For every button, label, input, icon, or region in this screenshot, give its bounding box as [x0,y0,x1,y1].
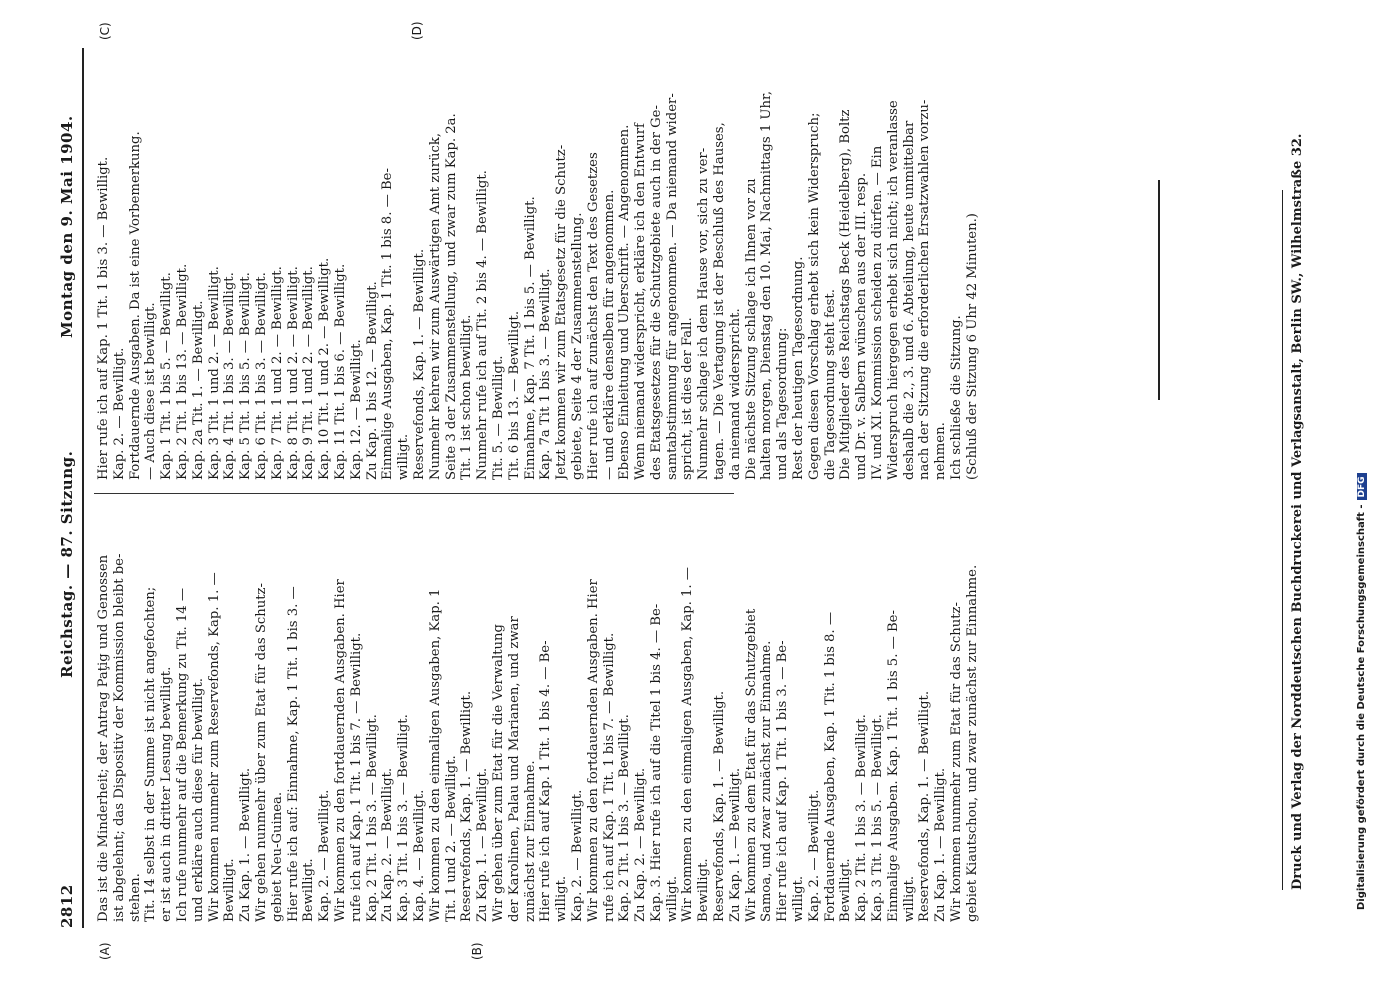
text-line: Wir gehen über zum Etat für die Verwaltung [490,624,506,922]
text-line: Kap. 4. — Bewilligt. [411,789,427,922]
page-number: 2812 [58,884,76,928]
text-line: Kap. 11 Tit. 1 bis 6. — Bewilligt. [332,263,348,480]
text-line: Zu Kap. 1. — Bewilligt. [238,767,254,922]
text-line: Bewilligt. [838,858,854,922]
text-line: rufe ich auf Kap. 1 Tit. 1 bis 7. — Bewilligt. [348,632,364,922]
text-line: Zu Kap. 1. — Bewilligt. [475,767,491,922]
text-line: der Karolinen, Palau und Marianen, und zwar [506,616,522,922]
text-line: und Dr. v. Salbern wünschen aus der III. resp. [854,172,870,480]
text-line: — und erkläre denselben für angenommen. [601,189,617,480]
text-line: Reservefonds, Kap. 1. — Bewilligt. [917,690,933,922]
text-line: Tit. 14 selbst in der Summe ist nicht angefochten; [143,586,159,922]
text-line: ist abgelehnt; das Dispositiv der Kommission bleibt be- [111,553,127,922]
text-line: Kap. 5 Tit. 1 bis 5. — Bewilligt. [238,272,254,480]
text-line: Zu Kap. 1. — Bewilligt. [727,767,743,922]
text-line: Bewilligt. [696,858,712,922]
digitization-credit [1356,10,1367,910]
text-line: gebiete, Seite 4 der Zusammenstellung. [569,212,585,480]
text-line: die Tagesordnung steht fest. [822,289,838,480]
right-column [96,60,981,480]
text-line: Nunmehr schlage ich dem Hause vor, sich zu ver- [696,147,712,480]
text-line: Wir kommen nunmehr zum Reservefonds, Kap. 1. — [206,572,222,922]
text-line: Kap. 9 Tit. 1 und 2. — Bewilligt. [301,266,317,480]
text-line: spricht, ist dies der Fall. [680,317,696,480]
text-line: da niemand widerspricht. [727,308,743,480]
text-line: Hier rufe ich auf Kap. 1 Tit. 1 bis 3. — Bewilligt. [96,156,111,480]
text-line: Reservefonds, Kap. 1. — Bewilligt. [712,690,728,922]
text-line: Wir kommen zu dem Etat für das Schutzgebiet [743,608,759,922]
text-line: Bewilligt. [222,858,238,922]
dfg-logo: DFG [1357,473,1367,500]
credit-text: Digitalisierung gefördert durch die Deutsche Forschungsgemeinschaft - [1356,504,1367,910]
text-line: stehen. [127,873,143,922]
text-line: Tit. 6 bis 13. — Bewilligt. [506,310,522,480]
left-column [96,502,981,922]
text-line: Kap. 3 Tit. 1 bis 5. — Bewilligt. [870,714,886,922]
session-date: Montag den 9. Mai 1904. [58,115,76,338]
text-line: nach der Sitzung die erforderlichen Ersatzwahlen vorzu- [917,99,933,480]
text-line: er ist auch in dritter Lesung bewilligt. [159,666,175,922]
text-line: Hier rufe ich auf Kap. 1 Tit. 1 bis 4. — Be- [538,640,554,922]
margin-marker-d: (D) [410,21,424,40]
text-line: Kap. 2. — Bewilligt. [317,789,333,922]
text-line: rufe ich auf Kap. 1 Tit. 1 bis 7. — Bewilligt. [601,632,617,922]
text-line: Kap. 2a Tit. 1. — Bewilligt. [190,300,206,480]
text-line: Zu Kap. 1 bis 12. — Bewilligt. [364,281,380,480]
text-line: Einmalige Ausgaben. Kap. 1 Tit. 1 bis 5. — Be- [885,610,901,922]
text-line: Hier rufe ich auf zunächst den Text des Gesetzes [585,152,601,480]
text-line: willigt. [791,875,807,922]
text-line: Die Mitglieder des Reichstags Beck (Heidelberg), Boltz [838,109,854,480]
text-line: Wir kommen zu den einmaligen Ausgaben, Kap. 1. — [680,567,696,922]
column-divider [94,493,734,494]
text-line: Kap. 2. — Bewilligt. [569,789,585,922]
text-line: und erkläre auch diese für bewilligt. [190,678,206,922]
text-line: willigt. [901,875,917,922]
text-line: Fortdauernde Ausgaben, Kap. 1 Tit. 1 bis 8. — [822,611,838,922]
text-line: Kap. 3 Tit. 1 bis 3. — Bewilligt. [396,714,412,922]
text-line: zunächst zur Einnahme. [522,760,538,922]
text-line: Samoa, und zwar zunächst zur Einnahme. [759,640,775,922]
text-line: Die nächste Sitzung schlage ich Ihnen vor zu [743,178,759,480]
text-line: und als Tagesordnung: [775,327,791,480]
text-line: Zu Kap. 1. — Bewilligt. [933,767,949,922]
page-header [58,48,84,928]
text-line: des Etatsgesetzes für die Schutzgebiete auch in der Ge- [648,105,664,480]
text-line: (Schluß der Sitzung 6 Uhr 42 Minuten.) [964,213,980,480]
text-line: gebiet Kiautschou, und zwar zunächst zur Einnahme. [964,564,980,922]
text-line: Kap. 6 Tit. 1 bis 3. — Bewilligt. [253,272,269,480]
text-line: Tit. 5. — Bewilligt. [490,355,506,480]
text-line: — Auch diese ist bewilligt. [143,302,159,480]
text-line: halten morgen, Dienstag den 10. Mai, Nachmittags 1 Uhr, [759,90,775,480]
margin-marker-b: (B) [470,942,484,960]
text-line: Kap. 8 Tit. 1 und 2. — Bewilligt. [285,266,301,480]
text-line: Seite 3 der Zusammenstellung, und zwar zum Kap. 2a. [443,113,459,480]
text-line: Wir gehen nunmehr über zum Etat für das Schutz- [253,583,269,922]
text-line: Kap. 2 Tit. 1 bis 3. — Bewilligt. [617,714,633,922]
text-line: Nunmehr kehren wir zum Auswärtigen Amt zurück, [427,132,443,480]
text-line: Kap. 2 Tit. 1 bis 3. — Bewilligt. [854,714,870,922]
text-line: Gegen diesen Vorschlag erhebt sich kein Widerspruch; [806,112,822,480]
text-line: Wenn niemand widerspricht, erkläre ich den Entwurf [633,123,649,480]
text-line: Tit. 1 und 2. — Bewilligt. [443,755,459,922]
text-line: Widerspruch hiergegen erhebt sich nicht; ich veranlasse [885,100,901,480]
text-line: Ich schließe die Sitzung. [949,315,965,480]
printer-imprint: Druck und Verlag der Norddeutschen Buchdruckerei und Verlagsanstalt, Berlin SW., Wilhelmstraße 32. [1290,133,1305,890]
text-line: Hier rufe ich auf: Einnahme, Kap. 1 Tit. 1 bis 3. — [285,586,301,922]
text-line: samtabstimmung für angenommen. — Da niemand wider- [664,93,680,480]
text-line: Wir kommen zu den fortdauernden Ausgaben. Hier [332,579,348,922]
text-line: Fortdauernde Ausgaben. Da ist eine Vorbemerkung. [127,131,143,480]
text-line: Kap. 3 Tit. 1 und 2. — Bewilligt. [206,266,222,480]
text-line: Kap. 12. — Bewilligt. [348,339,364,480]
text-line: Einnahme, Kap. 7 Tit. 1 bis 5. — Bewilligt. [522,196,538,480]
text-line: Ebenso Einleitung und Überschrift. — Angenommen. [617,124,633,480]
text-line: Das ist die Minderheit; der Antrag Paţig und Genossen [96,554,111,922]
end-rule [1158,180,1160,400]
text-line: willigt. [664,875,680,922]
text-line: Hier rufe ich auf Kap. 1 Tit. 1 bis 3. — Be- [775,640,791,922]
text-line: tagen. — Die Vertagung ist der Beschluß des Hauses, [712,122,728,480]
text-line: Tit. 1 ist schon bewilligt. [459,314,475,480]
text-line: willigt. [396,433,412,480]
text-line: Kap. 2 Tit. 1 bis 3. — Bewilligt. [364,714,380,922]
text-line: Reservefonds, Kap. 1. — Bewilligt. [459,690,475,922]
text-line: Kap. 10 Tit. 1 und 2. — Bewilligt. [317,257,333,480]
text-line: Ich rufe nunmehr auf die Bemerkung zu Tit. 14 — [174,587,190,922]
text-line: Wir kommen zu den fortdauernden Ausgaben. Hier [585,579,601,922]
text-line: Kap. 7a Tit 1 bis 3. — Bewilligt. [538,268,554,480]
margin-marker-a: (A) [98,942,112,960]
footer-rule [1282,190,1283,890]
text-line: Zu Kap. 2. — Bewilligt. [380,767,396,922]
text-line: Kap. 1 Tit. 1 bis 5. — Bewilligt. [159,272,175,480]
text-line: willigt. [554,875,570,922]
text-line: Wir kommen nunmehr zum Etat für das Schutz- [949,602,965,922]
margin-marker-c: (C) [98,22,112,40]
text-line: Bewilligt. [301,858,317,922]
text-line: Nunmehr rufe ich auf Tit. 2 bis 4. — Bewilligt. [475,170,491,480]
text-line: Rest der heutigen Tagesordnung. [791,256,807,480]
text-line: IV. und XI. Kommission scheiden zu dürfen. — Ein [870,145,886,480]
text-line: Kap. 2 Tit. 1 bis 13. — Bewilligt. [174,263,190,480]
text-line: Kap. 4 Tit. 1 bis 3. — Bewilligt. [222,272,238,480]
text-line: Jetzt kommen wir zum Etatsgesetz für die Schutz- [554,144,570,480]
text-line: Kap. 2. — Bewilligt. [111,347,127,480]
text-line: Kap. 7 Tit. 1 und 2. — Bewilligt. [269,266,285,480]
text-line: deshalb die 2., 3. und 6. Abteilung, heute unmittelbar [901,120,917,480]
text-line: Wir kommen zu den einmaligen Ausgaben, Kap. 1 [427,588,443,922]
text-line: gebiet Neu-Guinea. [269,791,285,922]
text-line: Reservefonds, Kap. 1. — Bewilligt. [411,248,427,480]
text-line: Einmalige Ausgaben, Kap. 1 Tit. 1 bis 8. — Be- [380,168,396,480]
text-line: Kap. 3. Hier rufe ich auf die Titel 1 bis 4. — Be- [648,603,664,922]
text-line: Kap. 2. — Bewilligt. [806,789,822,922]
text-line: nehmen. [933,422,949,480]
page-title: Reichstag. — 87. Sitzung. [58,450,76,678]
text-line: Zu Kap. 2. — Bewilligt. [633,767,649,922]
